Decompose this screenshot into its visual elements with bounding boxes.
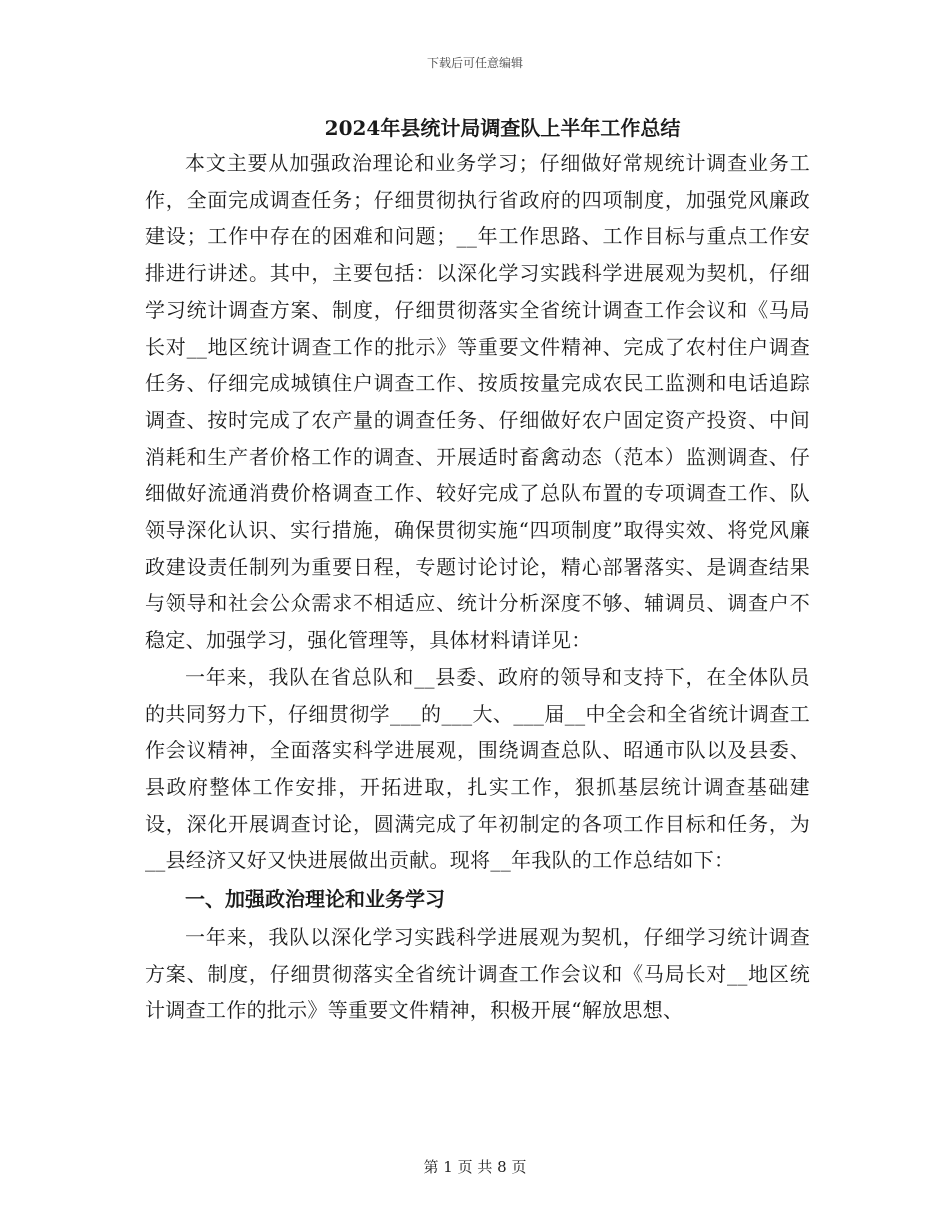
page-header-note: 下载后可任意编辑: [426, 56, 523, 70]
section-1-paragraph: 一年来，我队以深化学习实践科学进展观为契机，仔细学习统计调查方案、制度，仔细贯彻落实全省统计调查工作会议和《马局长对__地区统计调查工作的批示》等重要文件精神，积极开展“解放思想、: [145, 925, 810, 1023]
page-footer: 第 1 页 共 8 页: [423, 1158, 527, 1176]
document-title: 2024年县统计局调查队上半年工作总结: [324, 116, 681, 140]
summary-paragraph: 本文主要从加强政治理论和业务学习；仔细做好常规统计调查业务工作，全面完成调查任务；仔细贯彻执行省政府的四项制度，加强党风廉政建设；工作中存在的困难和问题；__年工作思路、工作目标与重点工作安排进行讲述。其中，主要包括：以深化学习实践科学进展观为契机，仔细学习统计调查方案、制度，仔细贯彻落实全省统计调查工作会议和《马局长对__地区统计调查工作的批示》等重要文件精神、完成了农村住户调查任务、仔细完成城镇住户调查工作、按质按量完成农民工监测和电话追踪调查、按时完成了农产量的调查任务、仔细做好农户固定资产投资、中间消耗和生产者价格工作的调查、开展适时畜禽动态（范本）监测调查、仔细做好流通消费价格调查工作、较好完成了总队布置的专项调查工作、队领导深化认识、实行措施，确保贯彻实施“四项制度”取得实效、将党风廉政建设责任制列为重要日程，专题讨论讨论，精心部署落实、是调查结果与领导和社会公众需求不相适应、统计分析深度不够、辅调员、调查户不稳定、加强学习，强化管理等，具体材料请详见：: [145, 151, 810, 653]
document-body: [145, 113, 810, 1029]
intro-paragraph: 一年来，我队在省总队和__县委、政府的领导和支持下，在全体队员的共同努力下，仔细贯彻学___的___大、___届__中全会和全省统计调查工作会议精神，全面落实科学进展观，围绕调查总队、昭通市队以及县委、县政府整体工作安排，开拓进取，扎实工作，狠抓基层统计调查基础建设，深化开展调查讨论，圆满完成了年初制定的各项工作目标和任务，为__县经济又好又快进展做出贡献。现将__年我队的工作总结如下：: [145, 664, 810, 873]
section-heading-1: 一、加强政治理论和业务学习: [185, 887, 445, 912]
